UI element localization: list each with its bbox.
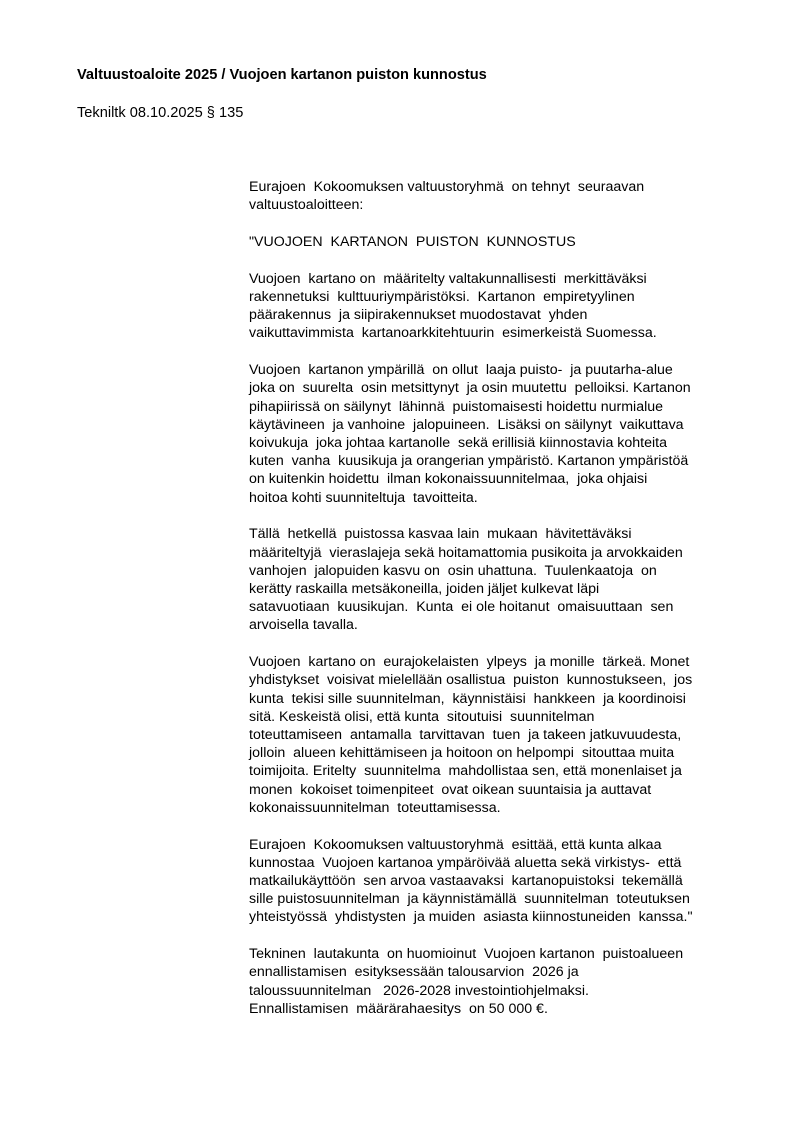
document-body: [249, 178, 779, 1037]
text-line: joka on suurelta osin metsittynyt ja osin muutettu pelloiksi. Kartanon: [249, 380, 691, 397]
paragraph-heading: [249, 233, 779, 251]
text-line: ennallistamisen esityksessään talousarvion 2026 ja: [249, 964, 579, 981]
text-line: arvoisella tavalla.: [249, 617, 358, 634]
text-line: rakennetuksi kulttuuriympäristöksi. Kartanon empiretyylinen: [249, 289, 635, 305]
text-line: sitä. Keskeistä olisi, että kunta sitoutuisi suunnitelman: [249, 708, 595, 725]
text-line: yhteistyössä yhdistysten ja muiden asiasta kiinnostuneiden kanssa.": [249, 909, 693, 926]
text-line: pihapiirissä on säilynyt lähinnä puistomaisesti hoidettu nurmialue: [249, 398, 664, 415]
text-line: Vuojoen kartano on määritelty valtakunnallisesti merkittäväksi: [249, 270, 647, 287]
text-line: Vuojoen kartanon ympärillä on ollut laaja puisto- ja puutarha-alue: [249, 362, 673, 379]
paragraph-associations: [249, 653, 779, 817]
text-line: kunnostaa Vuojoen kartanoa ympäröivää aluetta sekä virkistys- että: [249, 854, 682, 871]
text-line: Tekninen lautakunta on huomioinut Vuojoen kartanon puistoalueen: [249, 946, 684, 963]
text-line: vanhojen jalopuiden kasvu on osin uhattuna. Tuulenkaatoja on: [249, 562, 657, 579]
text-line: toimijoita. Eritelty suunnitelma mahdollistaa sen, että monenlaiset ja: [249, 763, 682, 780]
text-line: päärakennus ja siipirakennukset muodostavat yhden: [249, 307, 588, 324]
text-line: valtuustoaloitteen:: [249, 197, 364, 214]
text-line: kunta tekisi sille suunnitelman, käynnistäisi hankkeen ja koordinoisi: [249, 690, 686, 707]
paragraph-intro: [249, 178, 779, 214]
initiative-heading: "VUOJOEN KARTANON PUISTON KUNNOSTUS: [249, 234, 576, 250]
text-line: koivukuja joka johtaa kartanolle sekä erillisiä kiinnostavia kohteita: [249, 435, 667, 452]
text-line: käytävineen ja vanhoine jalopuineen. Lisäksi on säilynyt vaikuttava: [249, 416, 684, 433]
text-line: kerätty raskailla metsäkoneilla, joiden jäljet kulkevat läpi: [249, 581, 600, 598]
paragraph-park-area: [249, 361, 779, 507]
text-line: Ennallistamisen määrärahaesitys on 50 000 €.: [249, 1000, 548, 1017]
meeting-reference: Tekniltk 08.10.2025 § 135: [77, 105, 244, 121]
text-line: hoitoa kohti suunniteltuja tavoitteita.: [249, 489, 478, 506]
text-line: toteuttamiseen antamalla tarvittavan tuen ja takeen jatkuvuudesta,: [249, 727, 682, 744]
text-line: Eurajoen Kokoomuksen valtuustoryhmä on tehnyt seuraavan: [249, 179, 645, 195]
text-line: kuten vanha kuusikuja ja orangerian ympäristö. Kartanon ympäristöä: [249, 453, 689, 470]
paragraph-committee-response: [249, 945, 779, 1018]
text-line: kokonaissuunnitelman toteuttamisessa.: [249, 799, 501, 816]
text-line: matkailukäyttöön sen arvoa vastaavaksi kartanopuistoksi tekemällä: [249, 873, 683, 890]
text-line: jolloin alueen kehittämiseen ja hoitoon on helpompi sitouttaa muita: [249, 745, 675, 762]
text-line: Vuojoen kartano on eurajokelaisten ylpeys ja monille tärkeä. Monet: [249, 654, 690, 671]
text-line: satavuotiaan kuusikujan. Kunta ei ole hoitanut omaisuuttaan sen: [249, 599, 674, 616]
text-line: yhdistykset voisivat mielellään osallistua puiston kunnostukseen, jos: [249, 672, 693, 689]
text-line: Eurajoen Kokoomuksen valtuustoryhmä esittää, että kunta alkaa: [249, 836, 662, 853]
paragraph-proposal: [249, 836, 779, 927]
text-line: Tällä hetkellä puistossa kasvaa lain mukaan hävitettäväksi: [249, 526, 632, 543]
text-line: on kuitenkin hoidettu ilman kokonaissuunnitelmaa, joka ohjaisi: [249, 471, 648, 488]
text-line: vaikuttavimmista kartanoarkkitehtuurin esimerkeistä Suomessa.: [249, 325, 657, 342]
paragraph-background: [249, 270, 779, 343]
text-line: määriteltyjä vieraslajeja sekä hoitamattomia pusikoita ja arvokkaiden: [249, 544, 683, 561]
paragraph-current-state: [249, 525, 779, 634]
document-title: Valtuustoaloite 2025 / Vuojoen kartanon puiston kunnostus: [77, 67, 487, 83]
text-line: sille puistosuunnitelman ja käynnistämällä suunnitelman toteutuksen: [249, 891, 690, 908]
text-line: taloussuunnitelman 2026-2028 investointiohjelmaksi.: [249, 982, 589, 999]
text-line: monen kokoiset toimenpiteet ovat oikean suuntaisia ja auttavat: [249, 781, 652, 798]
